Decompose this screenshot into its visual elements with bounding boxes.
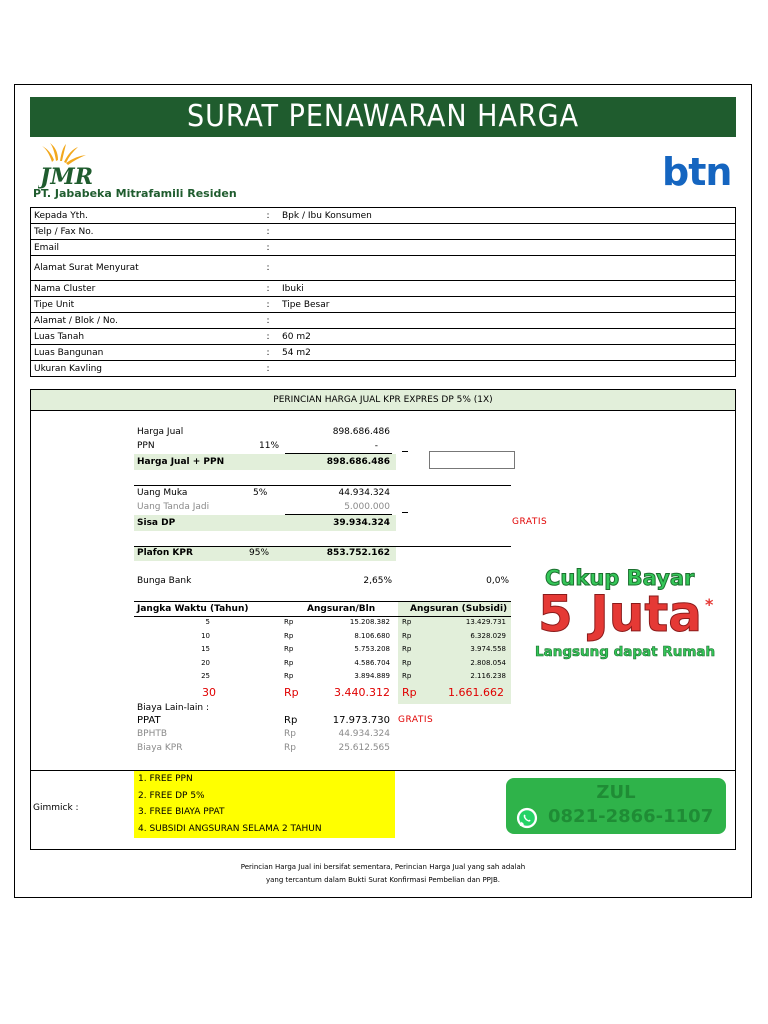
btn-logo	[662, 150, 731, 194]
installment-subsidy-currency: Rp	[402, 645, 412, 653]
uang-tanda-jadi-label: Uang Tanda Jadi	[137, 502, 210, 512]
info-value	[279, 361, 736, 377]
installment-subsidy-currency: Rp	[402, 672, 412, 680]
uang-tanda-jadi-value: 5.000.000	[344, 502, 390, 512]
info-row: Alamat Surat Menyurat :	[31, 256, 736, 281]
info-row: Alamat / Blok / No. :	[31, 313, 736, 329]
biaya-kpr-currency: Rp	[284, 743, 296, 753]
installment-currency: Rp	[284, 658, 294, 667]
info-label: Telp / Fax No.	[31, 224, 258, 240]
harga-jual-value: 898.686.486	[332, 427, 390, 437]
col-term-header: Jangka Waktu (Tahun)	[137, 604, 249, 614]
contact-phone: 0821-2866-1107	[548, 806, 714, 827]
other-costs-title: Biaya Lain-lain :	[137, 703, 209, 713]
info-row: Ukuran Kavling :	[31, 361, 736, 377]
highlight-monthly: 3.440.312	[334, 686, 390, 699]
contact-name: ZUL	[596, 782, 636, 803]
sisa-dp-gratis: GRATIS	[512, 517, 548, 527]
jmr-logo	[38, 142, 98, 190]
installment-monthly: 8.106.680	[354, 631, 390, 640]
info-value: 54 m2	[279, 345, 736, 361]
highlight-subsidy: 1.661.662	[448, 686, 504, 699]
gimmick-item: 2. FREE DP 5%	[138, 790, 205, 801]
installment-subsidy-currency: Rp	[402, 658, 412, 667]
highlight-currency: Rp	[284, 686, 299, 699]
installment-subsidy-currency: Rp	[402, 631, 412, 640]
harga-jual-label: Harga Jual	[137, 427, 184, 437]
installment-subsidy: 2.808.054	[470, 658, 506, 667]
installment-subsidy: 3.974.558	[470, 645, 506, 653]
info-value: Ibuki	[279, 281, 736, 297]
installment-term: 25	[201, 672, 210, 680]
gimmick-item: 1. FREE PPN	[138, 774, 193, 784]
btn-logo-text: btn	[662, 150, 732, 194]
installment-subsidy: 13.429.731	[465, 618, 506, 626]
ppat-label: PPAT	[137, 715, 161, 726]
info-label: Nama Cluster	[31, 281, 258, 297]
installment-term: 10	[201, 631, 210, 640]
col-subsidy-header: Angsuran (Subsidi)	[410, 604, 508, 614]
ppat-value: 17.973.730	[332, 715, 390, 726]
harga-jual-ppn-label: Harga Jual + PPN	[137, 457, 225, 467]
info-row: Tipe Unit : Tipe Besar	[31, 297, 736, 313]
installment-term: 5	[205, 618, 210, 626]
company-name: PT. Jababeka Mitrafamili Residen	[33, 187, 237, 200]
bunga-bank-value: 2,65%	[363, 576, 392, 586]
promo-line-1: Cukup Bayar	[545, 566, 695, 590]
info-label: Kepada Yth.	[31, 208, 258, 224]
promo-asterisk: *	[705, 595, 714, 614]
page-title: SURAT PENAWARAN HARGA	[30, 97, 736, 137]
blank-input-box	[429, 451, 515, 469]
installment-currency: Rp	[284, 631, 294, 640]
divider	[402, 451, 408, 452]
bunga-bank-label: Bunga Bank	[137, 576, 192, 586]
divider	[134, 601, 511, 602]
info-row: Kepada Yth. : Bpk / Ibu Konsumen	[31, 208, 736, 224]
uang-muka-label: Uang Muka	[137, 488, 188, 498]
ppn-value: -	[374, 441, 378, 451]
info-row: Luas Bangunan : 54 m2	[31, 345, 736, 361]
bunga-subsidi-value: 0,0%	[486, 576, 509, 586]
col-monthly-header: Angsuran/Bln	[307, 604, 376, 614]
info-value: Tipe Besar	[279, 297, 736, 313]
bphtb-currency: Rp	[284, 729, 296, 739]
footer-note-line-2: yang tercantum dalam Bukti Surat Konfirmasi Pembelian dan PPJB.	[265, 876, 500, 884]
gimmick-item: 3. FREE BIAYA PPAT	[138, 807, 225, 817]
installment-monthly: 5.753.208	[354, 645, 390, 653]
info-row: Telp / Fax No. :	[31, 224, 736, 240]
info-row: Email :	[31, 240, 736, 256]
plafon-kpr-percent: 95%	[249, 548, 270, 558]
section-title: PERINCIAN HARGA JUAL KPR EXPRES DP 5% (1X)	[30, 389, 736, 411]
info-label: Luas Bangunan	[31, 345, 258, 361]
info-value	[279, 224, 736, 240]
info-value: 60 m2	[279, 329, 736, 345]
info-label: Ukuran Kavling	[31, 361, 258, 377]
ppn-label: PPN	[137, 441, 155, 451]
info-row: Nama Cluster : Ibuki	[31, 281, 736, 297]
promo-line-2: 5 Juta	[538, 585, 703, 643]
gimmick-list	[134, 771, 395, 838]
info-label: Luas Tanah	[31, 329, 258, 345]
highlight-subsidy-currency: Rp	[402, 686, 417, 699]
installment-currency: Rp	[284, 672, 294, 680]
info-value	[279, 313, 736, 329]
bphtb-value: 44.934.324	[338, 729, 390, 739]
whatsapp-icon	[516, 807, 538, 829]
info-label: Email	[31, 240, 258, 256]
installment-currency: Rp	[284, 645, 294, 653]
uang-muka-value: 44.934.324	[338, 488, 390, 498]
bphtb-label: BPHTB	[137, 729, 168, 739]
highlight-term: 30	[202, 686, 216, 699]
ppat-currency: Rp	[284, 715, 298, 726]
ppn-percent: 11%	[259, 441, 280, 451]
info-value	[279, 256, 736, 281]
gimmick-item: 4. SUBSIDI ANGSURAN SELAMA 2 TAHUN	[138, 823, 322, 834]
harga-jual-ppn-value: 898.686.486	[326, 457, 390, 467]
info-label: Alamat Surat Menyurat	[31, 256, 258, 281]
info-label: Tipe Unit	[31, 297, 258, 313]
biaya-kpr-value: 25.612.565	[338, 743, 390, 753]
divider	[402, 512, 408, 513]
info-row: Luas Tanah : 60 m2	[31, 329, 736, 345]
divider	[134, 485, 511, 486]
recipient-info-table	[30, 207, 736, 377]
installment-term: 20	[201, 658, 210, 667]
ppat-gratis: GRATIS	[398, 715, 434, 725]
jmr-logo-text: JMR	[40, 164, 94, 190]
plafon-kpr-value: 853.752.162	[326, 548, 390, 558]
installment-monthly: 15.208.382	[349, 618, 390, 626]
uang-muka-percent: 5%	[253, 488, 268, 498]
info-value	[279, 240, 736, 256]
footer-note-line-1: Perincian Harga Jual ini bersifat sementara, Perincian Harga Jual yang sah adalah	[240, 863, 526, 871]
info-label: Alamat / Blok / No.	[31, 313, 258, 329]
sisa-dp-label: Sisa DP	[137, 518, 176, 528]
divider	[134, 616, 511, 617]
installment-monthly: 4.586.704	[354, 658, 390, 667]
plafon-kpr-label: Plafon KPR	[137, 548, 193, 558]
biaya-kpr-label: Biaya KPR	[137, 743, 183, 753]
promo-line-3: Langsung dapat Rumah	[535, 644, 716, 660]
installment-subsidy-currency: Rp	[402, 618, 412, 626]
installment-subsidy: 6.328.029	[470, 631, 506, 640]
installment-term: 15	[201, 645, 210, 653]
gimmick-label: Gimmick :	[33, 803, 79, 813]
info-value: Bpk / Ibu Konsumen	[279, 208, 736, 224]
sisa-dp-value: 39.934.324	[333, 518, 390, 528]
installment-subsidy: 2.116.238	[470, 672, 506, 680]
installment-currency: Rp	[284, 618, 294, 626]
installment-monthly: 3.894.889	[354, 672, 390, 680]
